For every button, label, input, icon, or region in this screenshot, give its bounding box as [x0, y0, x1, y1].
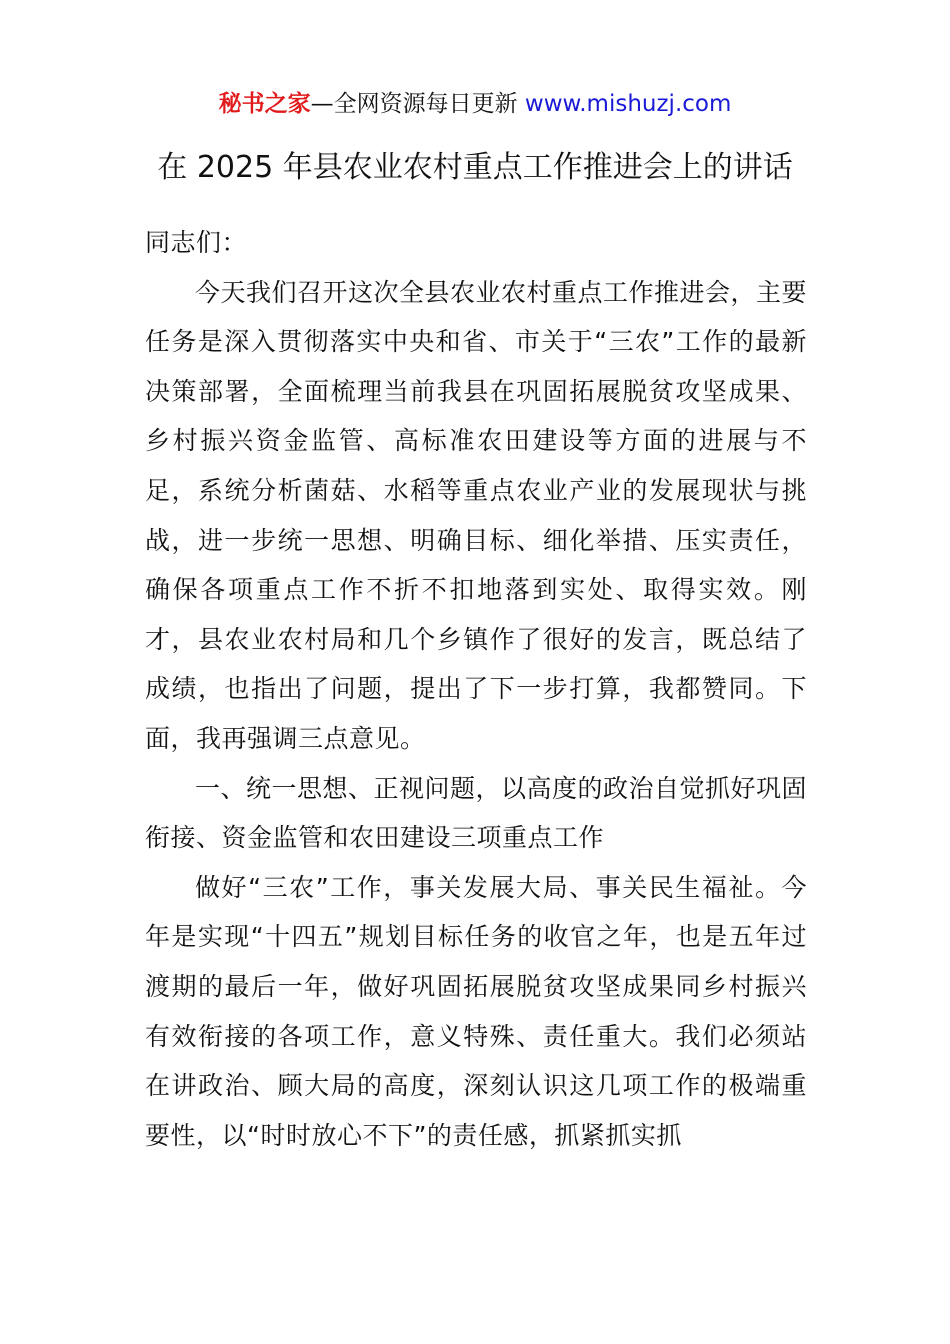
site-url-link[interactable]: www.mishuzj.com: [524, 91, 732, 117]
site-header: [0, 88, 950, 120]
brand-name: 秘书之家: [218, 91, 311, 117]
salutation: 同志们：: [145, 228, 248, 257]
paragraph-section-1: 做好“三农”工作，事关发展大局、事关民生福祉。今年是实现“十四五”规划目标任务的收官之年，也是五年过渡期的最后一年，做好巩固拓展脱贫攻坚成果同乡村振兴有效衔接的各项工作，意义特殊、责任重大。我们必须站在讲政治、顾大局的高度，深刻认识这几项工作的极端重要性，以“时时放心不下”的责任感，抓紧抓实抓: [145, 872, 807, 1150]
site-tagline: —全网资源每日更新: [310, 91, 525, 117]
document-body: [145, 218, 807, 1160]
section-heading-1: 一、统一思想、正视问题，以高度的政治自觉抓好巩固衔接、资金监管和农田建设三项重点工作: [145, 773, 808, 853]
paragraph-intro: 今天我们召开这次全县农业农村重点工作推进会，主要任务是深入贯彻落实中央和省、市关于“三农”工作的最新决策部署，全面梳理当前我县在巩固拓展脱贫攻坚成果、乡村振兴资金监管、高标准农田建设等方面的进展与不足，系统分析菌菇、水稻等重点农业产业的发展现状与挑战，进一步统一思想、明确目标、细化举措、压实责任，确保各项重点工作不折不扣地落到实处、取得实效。刚才，县农业农村局和几个乡镇作了很好的发言，既总结了成绩，也指出了问题，提出了下一步打算，我都赞同。下面，我再强调三点意见。: [145, 277, 808, 753]
document-title: 在 2025 年县农业农村重点工作推进会上的讲话: [157, 150, 793, 185]
